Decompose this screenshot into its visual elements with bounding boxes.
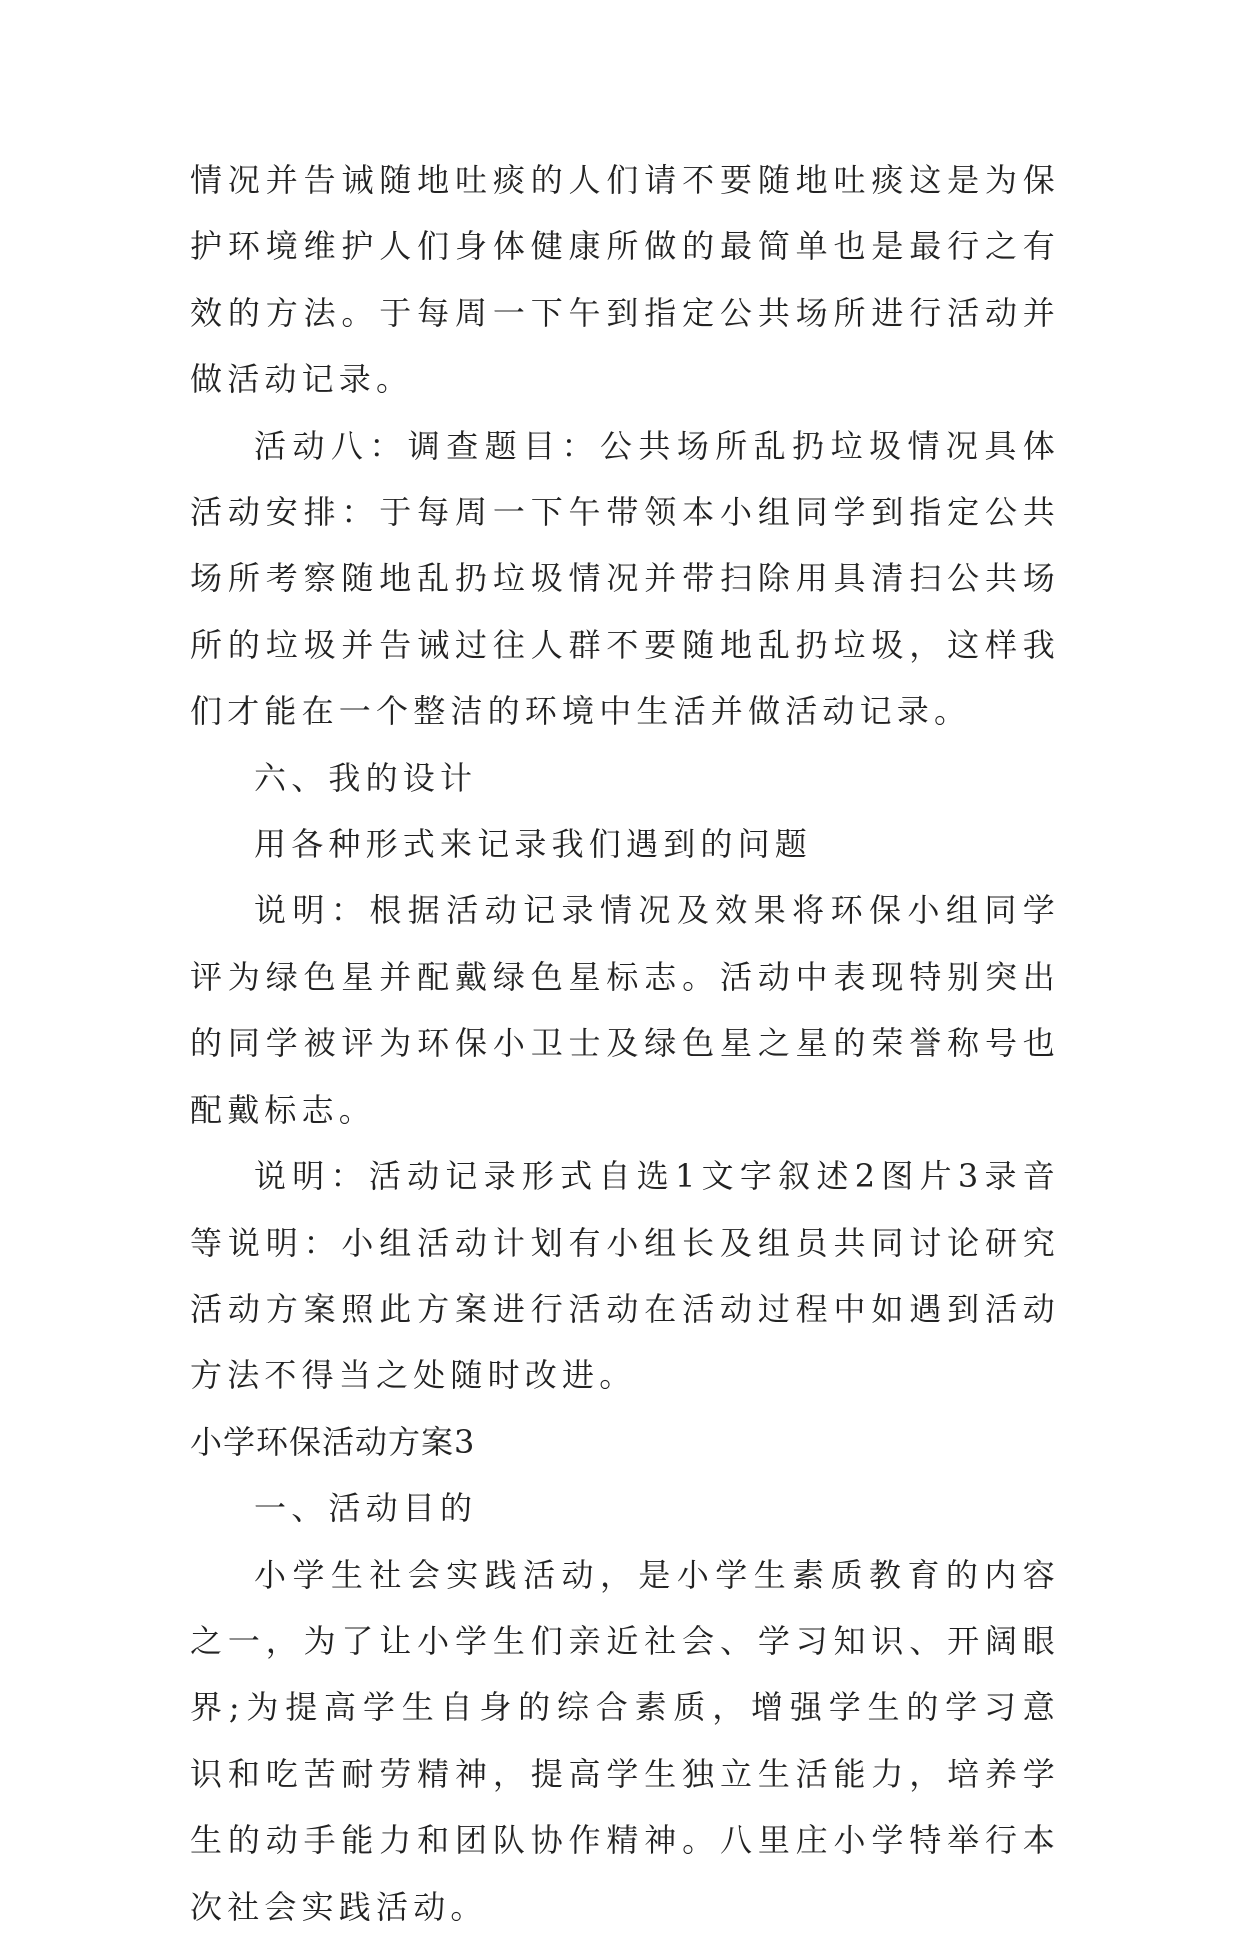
paragraph-record-forms: 用各种形式来记录我们遇到的问题 <box>254 825 813 864</box>
section-heading-my-design: 六、我的设计 <box>254 758 478 797</box>
section-heading-activity-purpose: 一、活动目的 <box>254 1489 478 1528</box>
paragraph-explanation-record-format: 说明：活动记录形式自选1文字叙述2图片3录音等说明：小组活动计划有小组长及组员共同讨论研究活动方案照此方案进行活动在活动过程中如遇到活动方法不得当之处随时改进。 <box>190 1157 1060 1395</box>
paragraph-activity-eight: 活动八：调查题目：公共场所乱扔垃圾情况具体活动安排：于每周一下午带领本小组同学到指定公共场所考察随地乱扔垃圾情况并带扫除用具清扫公共场所的垃圾并告诫过往人群不要随地乱扔垃圾，这样我们才能在一个整洁的环境中生活并做活动记录。 <box>190 426 1060 731</box>
document-body <box>190 147 1060 1940</box>
document-title-plan-3: 小学环保活动方案3 <box>190 1422 476 1461</box>
paragraph-explanation-green-star: 说明：根据活动记录情况及效果将环保小组同学评为绿色星并配戴绿色星标志。活动中表现特别突出的同学被评为环保小卫士及绿色星之星的荣誉称号也配戴标志。 <box>190 891 1060 1129</box>
paragraph-continuation: 情况并告诫随地吐痰的人们请不要随地吐痰这是为保护环境维护人们身体健康所做的最简单也是最行之有效的方法。于每周一下午到指定公共场所进行活动并做活动记录。 <box>190 161 1060 399</box>
paragraph-activity-purpose: 小学生社会实践活动，是小学生素质教育的内容之一，为了让小学生们亲近社会、学习知识、开阔眼界;为提高学生自身的综合素质，增强学生的学习意识和吃苦耐劳精神，提高学生独立生活能力，培养学生的动手能力和团队协作精神。八里庄小学特举行本次社会实践活动。 <box>190 1555 1060 1926</box>
